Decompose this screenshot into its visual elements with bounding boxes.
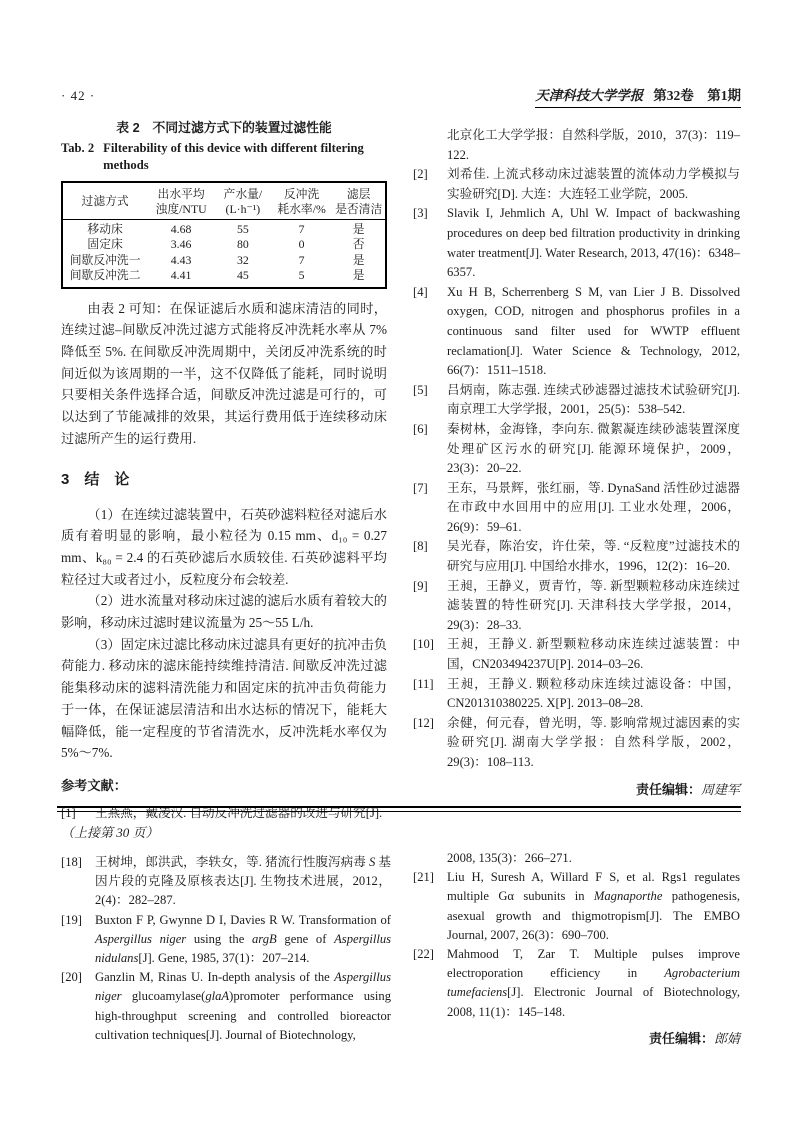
reference-label: [20] [61, 970, 82, 985]
table-title-en-line2: methods [103, 158, 149, 172]
reference-item [61, 853, 391, 911]
section-3-heading: 3 结 论 [61, 470, 130, 488]
reference-text: Liu H, Suresh A, Willard F S, et al. Rgs1 regulates multiple Gα subunits in Magnaporthe pathogenesis, asexual growth and thigmotropism[J]. The EMBO Journal, 2007, 26(3)：690–700. [447, 870, 740, 942]
reference-item [61, 968, 391, 1045]
continued-left-column [61, 824, 391, 1045]
column-header: 是否清洁 [335, 201, 383, 216]
journal-name: 天津科技大学学报 [535, 88, 644, 103]
reference-label: [4] [413, 284, 428, 299]
reference-text: Xu H B, Scherrenberg S M, van Lier J B. Dissolved oxygen, COD, nitrogen and phosphorus profiles in a continuous sand filter used for WWTP effluent reclamation[J]. Water Science & Technology, 2012, 66(7)：1511–1518. [447, 284, 740, 378]
reference-text: Mahmood T, Zar T. Multiple pulses improve electroporation efficiency in Agrobacterium tumefaciens[J]. Electronic Journal of Biotechnology, 2008, 11(1)：145–148. [447, 947, 740, 1019]
references-list-cont-left [61, 853, 391, 1045]
column-header: (L·h⁻¹) [225, 201, 261, 216]
reference-item [413, 714, 740, 773]
reference-text: 王昶，王静义. 新型颗粒移动床连续过滤装置：中国，CN203494237U[P]. 2014–03–26. [447, 637, 740, 672]
table-body [62, 220, 386, 288]
reference-item [413, 849, 740, 868]
reference-item [413, 635, 740, 674]
table-header-cell [215, 182, 271, 220]
conclusion-3: （3）固定床过滤比移动床过滤具有更好的抗冲击负荷能力. 移动床的滤床能持续维持清洁. 间歇反冲洗过滤能集移动床的滤料清洗能力和固定床的抗冲击负荷能力于一体，在保证滤层清洁和出水达标的情况下，能耗大幅降低，能一定程度的节省清洗水，反冲洗耗水率仅为 5%～7%. [61, 636, 387, 761]
reference-item [413, 479, 740, 538]
references-list-main-right [413, 126, 740, 773]
table-cell: 是 [352, 252, 365, 267]
table-header-cell [271, 182, 333, 220]
column-header: 反冲洗 [283, 187, 320, 201]
table-cell: 间歇反冲洗一 [69, 252, 141, 267]
table-header-cell [147, 182, 215, 220]
table-title-en-text [103, 140, 364, 174]
reference-label: [6] [413, 421, 428, 436]
table-cell: 0 [298, 237, 305, 252]
reference-label: [19] [61, 912, 82, 927]
reference-text: 吕炳南，陈志强. 连续式砂滤器过滤技术试验研究[J]. 南京理工大学学报，2001，25(5)：538–542. [447, 382, 740, 417]
reference-item [413, 537, 740, 576]
reference-text: 余健，何元春，曾光明，等. 影响常规过滤因素的实验研究[J]. 湖南大学学报：自然科学版，2002，29(3)：108–113. [447, 715, 740, 769]
table-cell: 4.68 [170, 222, 192, 236]
column-header: 过滤方式 [81, 194, 129, 209]
table-title-en-label: Tab. 2 [61, 141, 95, 155]
continued-right-column [413, 849, 740, 1050]
table-cell: 7 [298, 222, 305, 236]
reference-text: 王树坤，郎洪武，李轶女，等. 猪流行性腹泻病毒 S 基因片段的克隆及原核表达[J]. 生物技术进展，2012，2(4)：282–287. [95, 855, 391, 908]
reference-item [413, 577, 740, 636]
left-column [61, 118, 387, 824]
table-cell: 是 [352, 222, 365, 236]
article-divider [57, 806, 741, 812]
conclusion-1: （1）在连续过滤装置中，石英砂滤料粒径对滤后水质有着明显的影响，最小粒径为 0.15 mm、d₁₀ = 0.27 mm、k₈₀ = 2.4 的石英砂滤后水质较佳. 石英砂滤料平均粒径过大或者过小，反粒度分布会较差. [61, 506, 387, 587]
reference-item [61, 911, 391, 969]
reference-label: [7] [413, 480, 428, 495]
table-cell: 4.43 [170, 252, 192, 267]
right-column [413, 126, 740, 800]
reference-label: [12] [413, 715, 434, 730]
reference-text: Buxton F P, Gwynne D I, Davies R W. Transformation of Aspergillus niger using the argB gene of Aspergillus nidulans[J]. Gene, 1985, 37(1)：207–214. [95, 912, 392, 966]
reference-label: [8] [413, 539, 428, 554]
table-row [62, 237, 386, 252]
reference-text: 王昶，王静义. 颗粒移动床连续过滤设备：中国，CN201310380225. X[P]. 2013–08–28. [447, 676, 740, 711]
reference-item [413, 204, 740, 282]
reference-text: 王东，马景辉，张红丽，等. DynaSand 活性砂过滤器在市政中水回用中的应用[J]. 工业水处理，2006，26(9)：59–61. [447, 480, 740, 534]
reference-label: [21] [413, 870, 434, 885]
reference-text: 秦树林，金海锋，李向东. 微絮凝连续砂滤装置深度处理矿区污水的研究[J]. 能源环境保护，2009，23(3)：20–22. [447, 421, 740, 476]
reference-text: 王昶，王静义，贾青竹，等. 新型颗粒移动床连续过滤装置的特性研究[J]. 天津科技大学学报，2014，29(3)：28–33. [447, 578, 740, 632]
reference-label: [3] [413, 206, 428, 221]
reference-text: Ganzlin M, Rinas U. In-depth analysis of the Aspergillus niger glucoamylase(glaA)promoter performance using high-throughput screening and controlled bioreactor cultivation techniques[J]. Journal of Biotechnology, [95, 970, 391, 1042]
table-cell: 5 [298, 268, 305, 283]
reference-label: [22] [413, 947, 434, 962]
reference-item [413, 126, 740, 165]
reference-item [413, 675, 740, 714]
reference-label: [10] [413, 637, 434, 652]
running-head [61, 84, 741, 108]
references-heading: 参考文献： [61, 777, 127, 793]
table-cell: 7 [298, 252, 305, 267]
editor-name: 周建军 [700, 781, 740, 797]
reference-item [413, 420, 740, 479]
reference-item [413, 283, 740, 381]
reference-label: [5] [413, 382, 428, 397]
editor-label: 责任编辑： [635, 781, 701, 797]
table-header-row [62, 182, 386, 220]
table-cell: 固定床 [87, 237, 123, 252]
reference-label: [2] [413, 167, 428, 182]
reference-item [413, 381, 740, 420]
table-header-cell [332, 182, 386, 220]
reference-text: 2008, 135(3)：266–271. [447, 851, 572, 865]
reference-item [413, 868, 740, 945]
table-2 [61, 181, 387, 289]
table-row [62, 220, 386, 238]
table-cell: 否 [352, 237, 365, 252]
table-cell: 是 [352, 268, 365, 283]
table-cell: 80 [236, 237, 249, 252]
table-header-cell [62, 182, 147, 220]
editor-name: 郎婧 [713, 1030, 740, 1046]
table-row [62, 268, 386, 287]
column-header: 浊度/NTU [155, 201, 207, 216]
conclusion-2: （2）进水流量对移动床过滤的滤后水质有着较大的影响，移动床过滤时建议流量为 25～55 L/h. [61, 593, 387, 631]
column-header: 出水平均 [157, 187, 205, 201]
editor-label: 责任编辑： [648, 1030, 714, 1046]
table-cell: 45 [236, 268, 249, 283]
table-row [62, 253, 386, 268]
reference-text: 王燕燕，戴凌汉. 自动反冲洗过滤器的改进与研究[J]. [95, 805, 383, 820]
references-list-cont-right [413, 849, 740, 1022]
reference-text: 吴光春，陈治安，许仕荣，等. “反粒度”过滤技术的研究与应用[J]. 中国给水排水，1996，12(2)：16–20. [447, 539, 740, 574]
reference-item [413, 945, 740, 1022]
reference-item [413, 165, 740, 204]
reference-text: 刘希佳. 上流式移动床过滤装置的流体动力学模拟与实验研究[D]. 大连：大连轻工业学院，2005. [447, 167, 740, 201]
table-cell: 55 [236, 222, 249, 236]
table-title-en-line1: Filterability of this device with different filtering [103, 141, 364, 155]
reference-label: [18] [61, 855, 82, 869]
editor-line-continued [413, 1028, 740, 1050]
table-cell: 32 [236, 252, 249, 267]
column-header: 滤层 [346, 187, 371, 201]
discussion-paragraph: 由表 2 可知：在保证滤后水质和滤床清洁的同时，连续过滤–间歇反冲洗过滤方式能将反冲洗耗水率从 7% 降低至 5%. 在间歇反冲洗周期中，关闭反冲洗系统的时间近似为该周期的一半，这不仅降低了能耗，同时说明只要相关条件选择合适，间歇反冲洗过滤是可行的，可以达到了节能减排的效果，其运行费用低于连续移动床过滤所产生的运行费用. [61, 300, 387, 446]
journal-header [535, 84, 741, 108]
table-title-en [61, 140, 387, 174]
reference-text: 北京化工大学学报：自然科学版，2010，37(3)：119–122. [447, 128, 740, 162]
reference-text: Slavik I, Jehmlich A, Uhl W. Impact of backwashing procedures on deep bed filtration productivity in drinking water treatment[J]. Water Research, 2013, 47(16)：6348–6357. [447, 206, 740, 280]
continued-from-note: （上接第 30 页） [61, 825, 159, 840]
column-header: 耗水率/% [277, 201, 326, 216]
reference-label: [9] [413, 578, 428, 593]
reference-label: [1] [61, 805, 76, 820]
reference-label: [11] [413, 676, 434, 691]
table-title-zh: 表 2 不同过滤方式下的装置过滤性能 [116, 120, 332, 135]
table-cell: 3.46 [170, 237, 192, 252]
table-cell: 移动床 [87, 222, 123, 236]
page-number: · 42 · [61, 88, 96, 103]
journal-issue: 第32卷 第1期 [653, 88, 741, 103]
column-header: 产水量/ [223, 187, 263, 201]
table-cell: 间歇反冲洗二 [69, 268, 141, 283]
table-cell: 4.41 [170, 268, 192, 283]
editor-line-main [413, 779, 740, 801]
